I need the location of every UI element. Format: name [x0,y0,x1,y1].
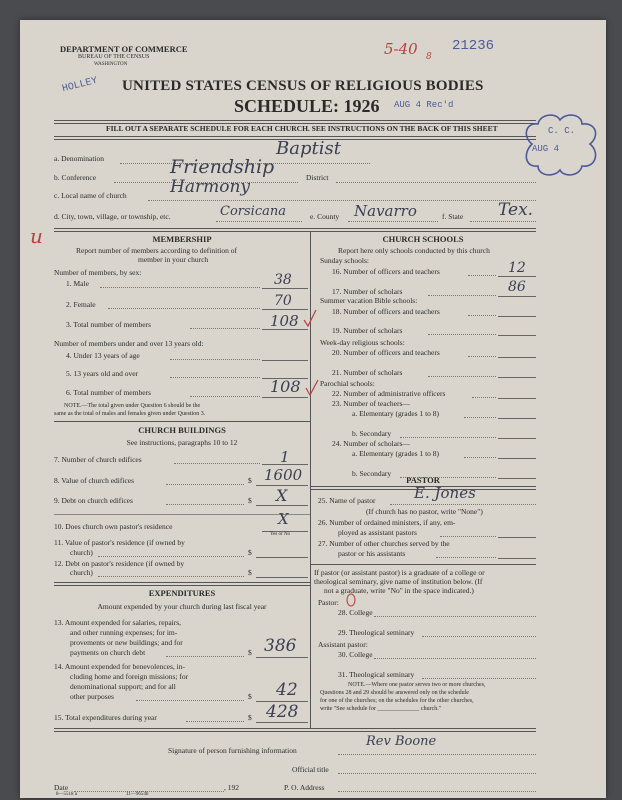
dotted-line [336,182,536,183]
dotted-line [98,556,244,557]
q3-value: 108 [270,312,299,330]
q30-label: 30. College [338,650,373,659]
dotted-line [428,295,496,296]
q12-label: 12. Debt on pastor's residence (if owned by [54,559,185,568]
rule [310,564,536,565]
instruction-line: FILL OUT A SEPARATE SCHEDULE FOR EACH CHURCH. SEE INSTRUCTIONS ON THE BACK OF THIS SHEET [106,124,498,133]
dotted-line [338,754,536,755]
q7-value: 1 [280,448,290,466]
q14-label-2: cluding home and foreign missions; for [70,672,189,681]
form-code: 8—5518 a [56,792,77,797]
rule [54,731,536,732]
answer-line [262,288,308,289]
answer-line [256,505,308,506]
county-value: Navarro [354,202,417,220]
q16-value: 12 [508,260,526,276]
dotted-line [166,656,244,657]
q31-label: 31. Theological seminary [338,670,415,679]
church-name-label: c. Local name of church [54,191,127,200]
q24a-label: a. Elementary (grades 1 to 8) [352,449,440,458]
q19-label: 19. Number of scholars [332,326,403,335]
dotted-line [440,536,496,537]
answer-line [498,558,536,559]
answer-line [498,357,536,358]
graduate-note: If pastor (or assistant pastor) is a graduate of a college or [314,568,485,577]
rule [54,228,536,229]
dotted-line [98,576,244,577]
rule [54,585,310,586]
holley-stamp: HOLLEY [61,75,99,96]
dotted-line [472,397,496,398]
dotted-line [170,377,260,378]
by-sex-label: Number of members, by sex: [54,268,142,277]
q9-value: X [276,486,288,505]
dotted-line [468,315,496,316]
answer-line [498,458,536,459]
date-label: Date [54,783,69,792]
dotted-line [390,504,536,505]
dotted-line [428,376,496,377]
q21-label: 21. Number of scholars [332,368,403,377]
signature-value: Rev Boone [366,734,437,749]
red-number: 5-40 [384,40,418,58]
q1-label: 1. Male [66,279,89,288]
q23a-label: a. Elementary (grades 1 to 8) [352,409,440,418]
expenditures-title: EXPENDITURES [148,588,216,598]
denomination-value: Baptist [276,138,341,159]
dotted-line [374,658,536,659]
schools-intro: Report here only schools conducted by this church [338,246,490,255]
schools-title: CHURCH SCHOOLS [382,234,464,244]
q2-label: 2. Female [66,300,96,309]
dotted-line [338,791,536,792]
q6-value: 108 [270,377,301,396]
dotted-line [190,396,260,397]
q12-label-2: church) [70,568,93,577]
q28-label: 28. College [338,608,373,617]
answer-line [498,398,536,399]
rule [54,514,310,515]
answer-line [498,316,536,317]
answer-line [498,418,536,419]
q10-value: X [278,510,289,528]
q8-label: 8. Value of church edifices [54,476,135,485]
red-zero-mark-icon [344,592,358,608]
red-small-number: 8 [426,52,432,62]
dotted-line [216,221,302,222]
q2-value: 70 [274,293,292,309]
rule [54,728,536,729]
q10-label: 10. Does church own pastor's residence [54,522,173,531]
conference-label: b. Conference [54,173,97,182]
q17-label: 17. Number of scholars [332,287,403,296]
q3-label: 3. Total number of members [66,320,151,329]
pastor-sub-label: Pastor: [318,598,339,607]
buildings-title: CHURCH BUILDINGS [138,425,226,435]
dotted-line [464,457,496,458]
membership-intro: Report number of members according to definition of [76,246,237,255]
membership-note-2: same as the total of males and females given under Question 3. [54,411,206,417]
answer-line [498,296,536,297]
red-check-icon [302,308,318,328]
q26-label-2: ployed as assistant pastors [338,528,417,537]
cc-stamp-bottom: AUG 4 [532,144,560,154]
q24-label: 24. Number of scholars— [332,439,410,448]
vacation-label: Summer vacation Bible schools: [320,296,418,305]
answer-line [262,397,308,398]
city-value: Corsicana [220,204,286,219]
form-code-2: 11—9654b [126,792,149,797]
q14-label-4: other purposes [70,692,114,701]
q23-label: 23. Number of teachers— [332,399,410,408]
q11-label-2: church) [70,548,93,557]
state-value: Tex. [498,200,534,220]
rule [54,421,310,422]
q25-label: 25. Name of pastor [318,496,376,505]
rule [54,136,536,137]
dotted-line [400,437,496,438]
answer-line [498,377,536,378]
q13-value: 386 [264,636,297,656]
q27-label: 27. Number of other churches served by the [318,539,450,548]
cc-stamp-top: C. C. [548,126,576,136]
dotted-line [422,636,536,637]
graduate-note-2: theological seminary, give name of institution below. (If [314,577,483,586]
dollar-sign: $ [248,568,252,577]
dollar-sign: $ [248,548,252,557]
dotted-line [436,557,496,558]
q9-label: 9. Debt on church edifices [54,496,133,505]
rule [54,582,310,583]
q29-label: 29. Theological seminary [338,628,415,637]
dotted-line [166,504,244,505]
dotted-line [428,334,496,335]
dotted-line [470,221,536,222]
dotted-line [348,221,438,222]
q27-label-2: pastor or his assistants [338,549,406,558]
q16-label: 16. Number of officers and teachers [332,267,440,276]
dotted-line [100,287,260,288]
q5-label: 5. 13 years old and over [66,369,139,378]
age-heading: Number of members under and over 13 years old: [54,339,204,348]
county-label: e. County [310,212,340,221]
membership-intro-2: member in your church [138,255,209,264]
dotted-line [422,678,536,679]
q13-label-4: payments on church debt [70,648,146,657]
q7-label: 7. Number of church edifices [54,455,142,464]
year-label: , 192 [224,783,239,792]
q4-label: 4. Under 13 years of age [66,351,140,360]
answer-line [256,722,308,723]
form-title: UNITED STATES CENSUS OF RELIGIOUS BODIES [122,78,484,94]
signature-label: Signature of person furnishing information [168,746,297,755]
assistant-sub-label: Assistant pastor: [318,640,368,649]
red-check-icon [304,378,320,398]
answer-line [498,335,536,336]
q17-value: 86 [508,279,526,295]
dotted-line [186,721,244,722]
answer-line [498,276,536,277]
q25-note: (If church has no pastor, write "None") [366,507,483,516]
pastor-note: NOTE.—Where one pastor serves two or more churches, [348,682,486,688]
q14-label-3: denominational support; and for all [70,682,176,691]
denomination-label: a. Denomination [54,154,104,163]
q24b-label: b. Secondary [352,469,392,478]
q13-label: 13. Amount expended for salaries, repairs, [54,618,182,627]
dotted-line [136,700,244,701]
official-title-label: Official title [292,765,329,774]
expenditures-sub: Amount expended by your church during last fiscal year [97,602,267,611]
church-name-value: Harmony [170,177,250,197]
dotted-line [174,463,260,464]
membership-note: NOTE.—The total given under Question 6 should be the [64,403,201,409]
rule [54,120,536,121]
q23b-label: b. Secondary [352,429,392,438]
district-label: District [306,173,329,182]
q8-value: 1600 [264,466,303,484]
pastor-note-3: for one of the churches; on the schedules for the other churches, [320,698,474,704]
margin-mark: u [30,224,43,248]
sunday-label: Sunday schools: [320,256,369,265]
q20-label: 20. Number of officers and teachers [332,348,440,357]
pastor-note-4: write "See schedule for ______________ church." [320,706,442,712]
dollar-sign: $ [248,648,252,657]
dollar-sign: $ [248,713,252,722]
parochial-label: Parochial schools: [320,379,375,388]
graduate-note-3: not a graduate, write "No" in the space indicated.) [324,586,474,595]
q14-label: 14. Amount expended for benevolences, in- [54,662,186,671]
answer-line [498,438,536,439]
city-label: d. City, town, village, or township, etc. [54,212,171,221]
answer-line [262,360,308,361]
answer-line [498,537,536,538]
dollar-sign: $ [248,476,252,485]
q6-label: 6. Total number of members [66,388,151,397]
census-form [20,20,606,798]
q11-label: 11. Value of pastor's residence (if owned by [54,538,185,547]
answer-line [256,577,308,578]
q22-label: 22. Number of administrative officers [332,389,446,398]
po-address-label: P. O. Address [284,783,325,792]
state-label: f. State [442,212,464,221]
dotted-line [108,308,260,309]
membership-title: MEMBERSHIP [152,234,212,244]
q13-label-3: provements or new buildings; and for [70,638,183,647]
answer-line [256,657,308,658]
q15-label: 15. Total expenditures during year [54,713,157,722]
q15-value: 428 [266,702,299,722]
buildings-sub: See instructions, paragraphs 10 to 12 [126,438,238,447]
yes-no-hint: Yes or No [270,532,291,537]
dept-name: DEPARTMENT OF COMMERCE [60,44,188,54]
pastor-note-2: Questions 28 and 29 should be answered only on the schedule [320,690,469,696]
q18-label: 18. Number of officers and teachers [332,307,440,316]
rule [54,231,536,232]
bureau-name: BUREAU OF THE CENSUS [78,54,150,60]
q1-value: 38 [274,272,292,288]
dotted-line [374,616,536,617]
dotted-line [148,200,536,201]
dollar-sign: $ [248,692,252,701]
bureau-city: WASHINGTON [94,62,128,67]
q25-value: E. Jones [414,484,476,502]
schedule-title: SCHEDULE: 1926 [234,96,380,116]
dotted-line [468,275,496,276]
q26-label: 26. Number of ordained ministers, if any, em- [318,518,456,527]
dotted-line [190,328,260,329]
pastor-title: PASTOR [406,475,440,485]
answer-line [256,557,308,558]
dotted-line [74,791,224,792]
dotted-line [166,484,244,485]
q14-value: 42 [276,680,298,700]
weekday-label: Week-day religious schools: [320,338,405,347]
dollar-sign: $ [248,496,252,505]
received-stamp: AUG 4 Rec'd [394,100,454,110]
dotted-line [464,417,496,418]
dotted-line [468,356,496,357]
serial-number: 21236 [452,38,495,54]
q13-label-2: and other running expenses; for im- [70,628,178,637]
dotted-line [170,359,260,360]
conference-value: Friendship [170,156,275,178]
dotted-line [338,773,536,774]
